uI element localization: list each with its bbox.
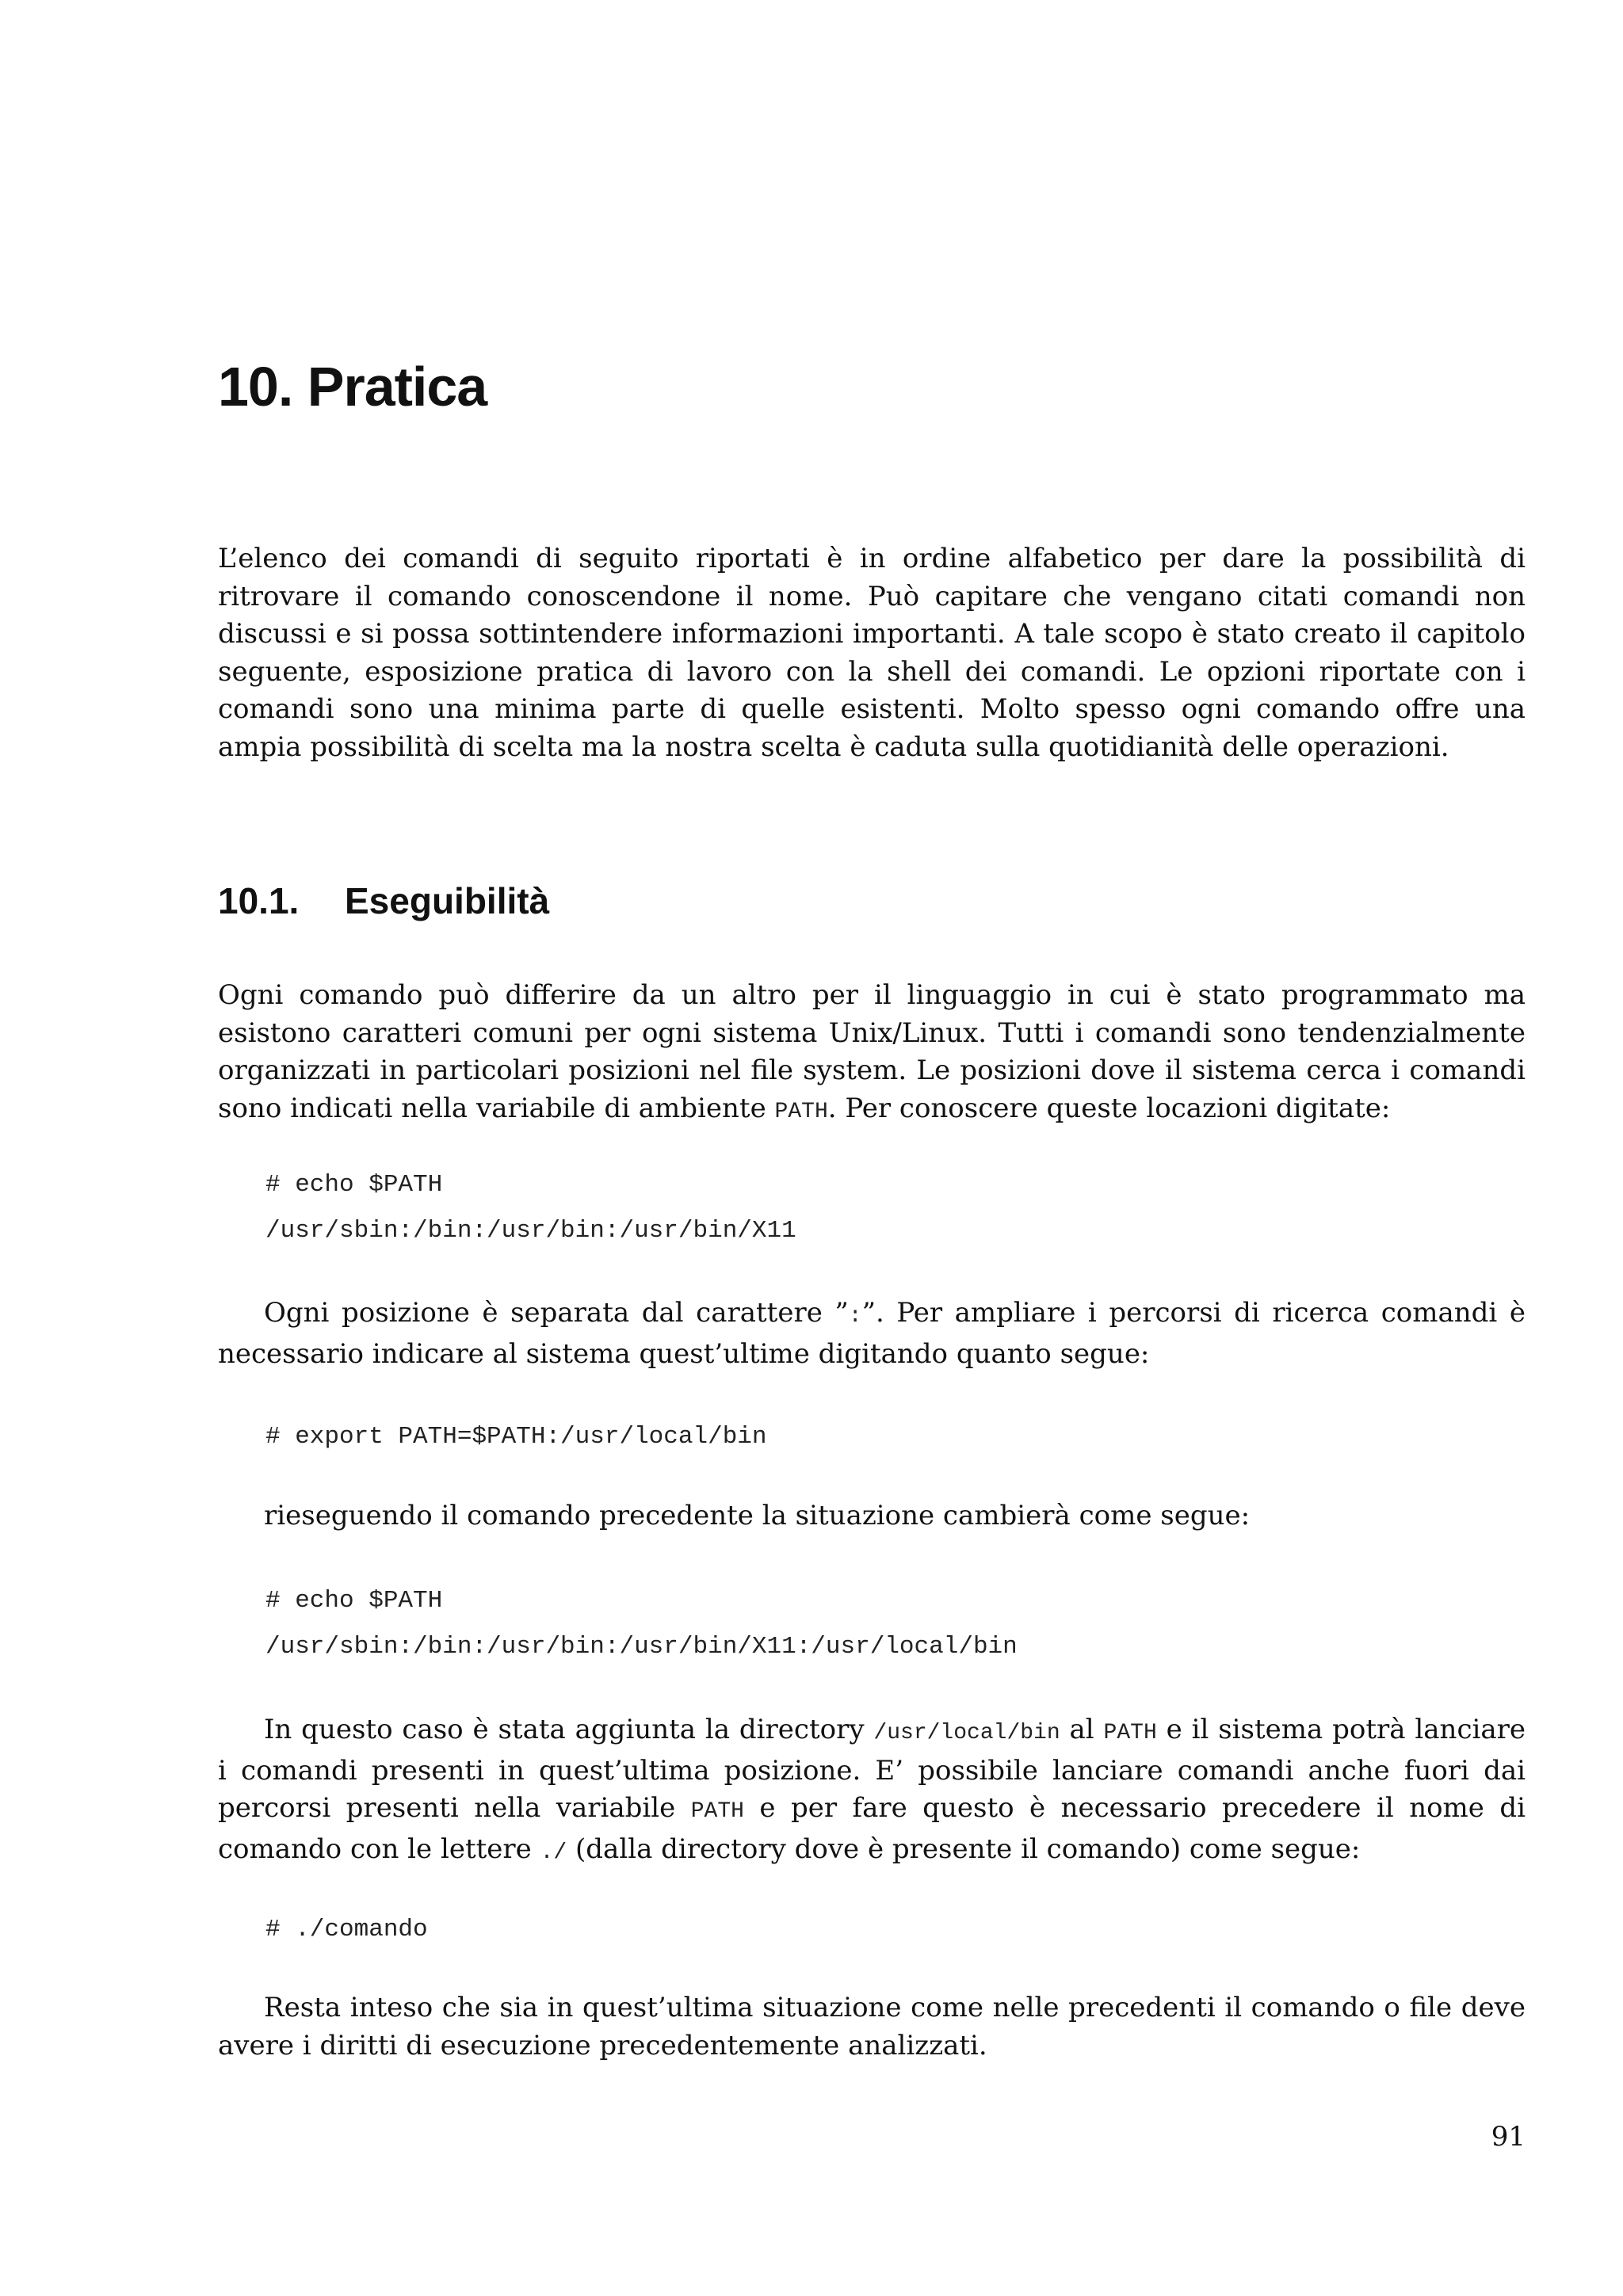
inline-code: ./ — [540, 1840, 567, 1865]
text-run: . Per conoscere queste locazioni digitate: — [827, 1092, 1391, 1124]
code-line: # echo $PATH — [265, 1171, 443, 1199]
paragraph-permissions: Resta inteso che sia in quest’ultima situazione come nelle precedenti il comando o file deve avere i diritti di esecuzione precedentemente analizzati. — [218, 1992, 1526, 2061]
code-block-4 — [265, 1907, 428, 1953]
code-line: # export PATH=$PATH:/usr/local/bin — [265, 1423, 767, 1451]
inline-code: PATH — [690, 1799, 744, 1824]
inline-code: : — [848, 1304, 862, 1329]
paragraph-path-intro — [218, 977, 1526, 1131]
code-line: /usr/sbin:/bin:/usr/bin:/usr/bin/X11:/usr/local/bin — [265, 1633, 1018, 1661]
paragraph-rerun: rieseguendo il comando precedente la situazione cambierà come segue: — [264, 1500, 1251, 1531]
section-name: Eseguibilità — [345, 880, 550, 921]
text-run: (dalla directory dove è presente il comando) come segue: — [567, 1833, 1361, 1865]
document-page — [218, 0, 1526, 2296]
code-line: # echo $PATH — [265, 1587, 443, 1615]
code-block-2 — [265, 1414, 767, 1460]
code-line: # ./comando — [265, 1916, 428, 1943]
text-run: e il sistema potrà lanciare i comandi presenti in quest’ultima posizione. E’ possibile lanciare comandi anche fuori dai percorsi presenti nella variabile — [218, 1714, 1526, 1824]
code-line: /usr/sbin:/bin:/usr/bin:/usr/bin/X11 — [265, 1217, 796, 1245]
inline-code: PATH — [774, 1099, 828, 1124]
code-block-1 — [265, 1162, 796, 1254]
section-number: 10.1. — [218, 880, 300, 921]
page-number: 91 — [1491, 2121, 1526, 2153]
text-run: ”. Per ampliare i percorsi di ricerca comandi è necessario indicare al sistema quest’ultime digitando quanto segue: — [218, 1297, 1526, 1370]
intro-paragraph: L’elenco dei comandi di seguito riportati è in ordine alfabetico per dare la possibilità di ritrovare il comando conoscendone il nome. Può capitare che vengano citati comandi non discussi e si possa sottintendere informazioni importanti. A tale scopo è stato creato il capitolo seguente, esposizione pratica di lavoro con la shell dei comandi. Le opzioni riportate con i comandi sono una minima parte di quelle esistenti. Molto spesso ogni comando offre una ampia possibilità di scelta ma la nostra scelta è caduta sulla quotidianità delle operazioni. — [218, 543, 1526, 763]
chapter-title: 10. Pratica — [218, 356, 487, 418]
paragraph-separator — [218, 1295, 1526, 1373]
text-run: Ogni comando può differire da un altro per il linguaggio in cui è stato programmato ma esistono caratteri comuni per ogni sistema Unix/Linux. Tutti i comandi sono tendenzialmente organizzati in particolari posizioni nel file system. Le posizioni dove il sistema cerca i comandi sono indicati nella variabile di ambiente — [218, 979, 1526, 1124]
inline-code: PATH — [1103, 1721, 1157, 1745]
text-run: e per fare questo è necessario precedere il nome di comando con le lettere — [218, 1792, 1526, 1865]
text-run: In questo caso è stata aggiunta la directory — [264, 1714, 874, 1745]
inline-code: /usr/local/bin — [873, 1721, 1060, 1745]
text-run: al — [1060, 1714, 1104, 1745]
code-block-3 — [265, 1578, 1018, 1670]
paragraph-local-bin — [218, 1711, 1526, 1871]
section-title — [218, 879, 549, 922]
text-run: Ogni posizione è separata dal carattere ” — [264, 1297, 849, 1329]
